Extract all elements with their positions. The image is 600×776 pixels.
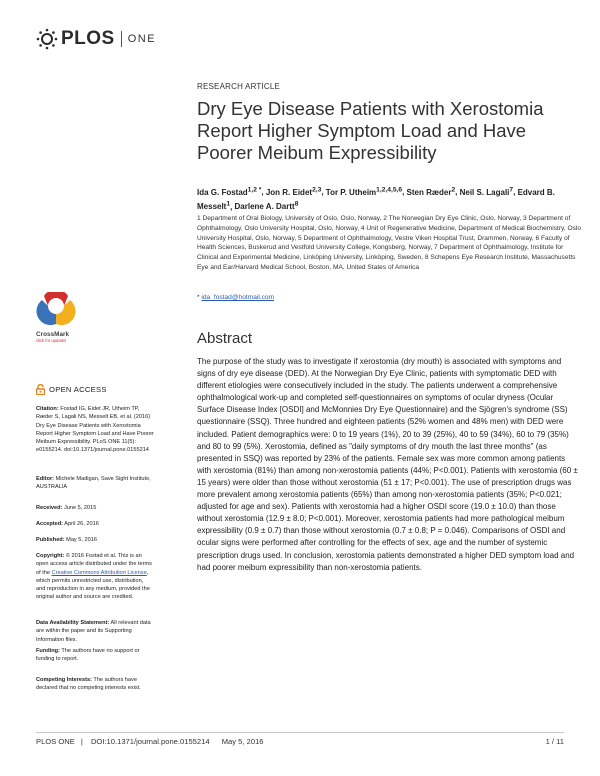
- footer-doi[interactable]: DOI:10.1371/journal.pone.0155214: [90, 737, 210, 746]
- open-lock-icon: [36, 384, 45, 395]
- author[interactable]: Jon R. Eidet$^{2,3}$: [265, 186, 322, 197]
- crossmark-label: CrossMark: [36, 331, 70, 338]
- author[interactable]: Ida G. Fostad$^{1,2 *}$: [197, 186, 262, 197]
- author-list: Ida G. Fostad$^{1,2 *}$, Jon R. Eidet$^{2,3}$, Tor P. Utheim$^{1,2,4,5,6}$, Sten Ræder$^2$, Neil S. Lagali$^7$, Edvard B. Messelt$^1$, Darlene A. Dartt$^8$: [197, 186, 555, 212]
- license-link[interactable]: Creative Commons Attribution License: [51, 569, 147, 576]
- author[interactable]: Tor P. Utheim$^{1,2,4,5,6}$: [325, 186, 403, 197]
- crossmark-badge[interactable]: [36, 292, 76, 344]
- abstract-text: The purpose of the study was to investigate if xerostomia (dry mouth) is associated with symptoms and signs of dry eye disease (DED). At the Norwegian Dry Eye Clinic, patients with symptomatic DED with different etiologies were consecutively included in the study. The patients underwent a comprehensive ophthalmological work-up and completed self-questionnaires on symptoms of ocular dryness (Ocular Surface Disease Index [OSDI] and McMonnies Dry Eye Questionnaire) and the Sjögren's syndrome (SS) questionnaire (SSQ). Three hundred and eighteen patients (52% women and 48% men) with DED were included. Patient demographics were: 0 to 19 years (1%), 20 to 39 (25%), 40 to 59 (34%), 60 to 79 (35%) and 80 to 99 (5%). Xerostomia, defined as "daily symptoms of dry mouth the last three months" (as presented in SSQ) was reported by 23% of the patients. Female sex was more common among patients with xerostomia (81%) than among non-xerostomia patients (44%; P<0.001). Patients with xerostomia (60 ± 15 years) were older than those without xerostomia (51 ± 17; P<0.001). The use of prescription drugs was more prevalent among xerostomia patients (65%) than among non-xerostomia patients (35%; P<0.021; adjusted for age and sex). Patients with xerostomia had a higher OSDI score (19.0 ± 10.0) than those without xerostomia (12.9 ± 8.0; P<0.001). Moreover, xerostomia patients had more pathological meibum expressibility (0.9 ± 0.7) than those without xerostomia (0.7 ± 0.8; P = 0.046). Comparisons of OSDI and ocular signs were performed after controlling for the effects of sex, age and the number of systemic prescription drugs used. In conclusion, xerostomia patients demonstrated a higher DED symptom load and had poorer meibum expressibility than non-xerostomia patients.: [197, 357, 578, 572]
- footer-date: May 5, 2016: [221, 737, 264, 746]
- author[interactable]: Neil S. Lagali$^7$: [459, 186, 514, 197]
- footer-divider: [36, 732, 564, 733]
- footer: PLOS ONE | DOI:10.1371/journal.pone.0155214 May 5, 2016: [36, 737, 264, 746]
- page-number: 1 / 11: [545, 737, 564, 746]
- email-link[interactable]: ida_fostad@hotmail.com: [201, 294, 275, 301]
- accepted-block: Accepted: April 26, 2016: [36, 521, 99, 527]
- footer-journal: PLOS ONE: [36, 737, 75, 746]
- plos-wordmark: PLOS: [61, 28, 115, 49]
- plos-sun-icon: [36, 28, 58, 50]
- data-availability-block: Data Availability Statement: All relevant data are within the paper and its Supporting Information files.: [36, 620, 151, 643]
- author[interactable]: Darlene A. Dartt$^8$: [234, 200, 299, 212]
- open-access-badge: [36, 384, 107, 395]
- received-block: Received: June 5, 2015: [36, 505, 97, 511]
- author[interactable]: Sten Ræder$^2$: [406, 186, 456, 197]
- affiliations: 1 Department of Oral Biology, University of Oslo, Oslo, Norway, 2 The Norwegian Dry Eye Clinic, Oslo, Norway, 3 Department of Ophthalmology, Oslo University Hospital, Oslo, Norway, 4 Unit of Regenerative Medicine, Department of Medical Biochemistry, Oslo University Hospital, Oslo, Norway, 5 Department of Ophthalmology, Vestre Viken Hospital Trust, Drammen, Norway, 6 Faculty of Health Sciences, Buskerud and Vestfold University College, Kongsberg, Norway, 7 Department of Ophthalmology, Institute for Clinical and Experimental Medicine, Linköping University, Linköping, Sweden, 8 Schepens Eye Research Institute, Massachusetts Eye and Ear/Harvard Medical School, Boston, MA, United States of America: [197, 215, 582, 271]
- journal-name: ONE: [127, 33, 157, 45]
- author[interactable]: Edvard B. Messelt$^1$: [197, 187, 555, 212]
- open-access-label: OPEN ACCESS: [49, 385, 107, 394]
- funding-block: Funding: The authors have no support or funding to report.: [36, 648, 140, 663]
- editor-block: Editor: Michele Madigan, Save Sight Institute, AUSTRALIA: [36, 476, 151, 491]
- corresponding-email: * ida_fostad@hotmail.com: [197, 294, 275, 301]
- crossmark-icon: [36, 292, 76, 328]
- published-block: Published: May 5, 2016: [36, 537, 97, 543]
- abstract-heading: Abstract: [197, 330, 253, 347]
- crossmark-sublabel: click for updates: [36, 338, 67, 343]
- article-title: Dry Eye Disease Patients with Xerostomia Report Higher Symptom Load and Have Poorer Meibum Expressibility: [197, 98, 544, 163]
- citation-block: Citation: Fostad IG, Eidet JR, Utheim TP, Ræder S, Lagali NS, Messelt EB, et al. (2016) Dry Eye Disease Patients with Xerostomia Report Higher Symptom Load and Have Poorer Meibum Expressibility. PLoS ONE 11(5): e0155214. doi:10.1371/journal.pone.0155214: [36, 406, 154, 454]
- article-type: RESEARCH ARTICLE: [197, 82, 281, 91]
- logo-divider: [121, 31, 122, 47]
- plos-one-logo[interactable]: [36, 26, 156, 52]
- competing-interests-block: Competing Interests: The authors have declared that no competing interests exist.: [36, 677, 141, 692]
- copyright-block: Copyright: © 2016 Fostad et al. This is an open access article distributed under the terms of the Creative Commons Attribution License, which permits unrestricted use, distribution, and reproduction in any medium, provided the original author and source are credited.: [36, 553, 152, 601]
